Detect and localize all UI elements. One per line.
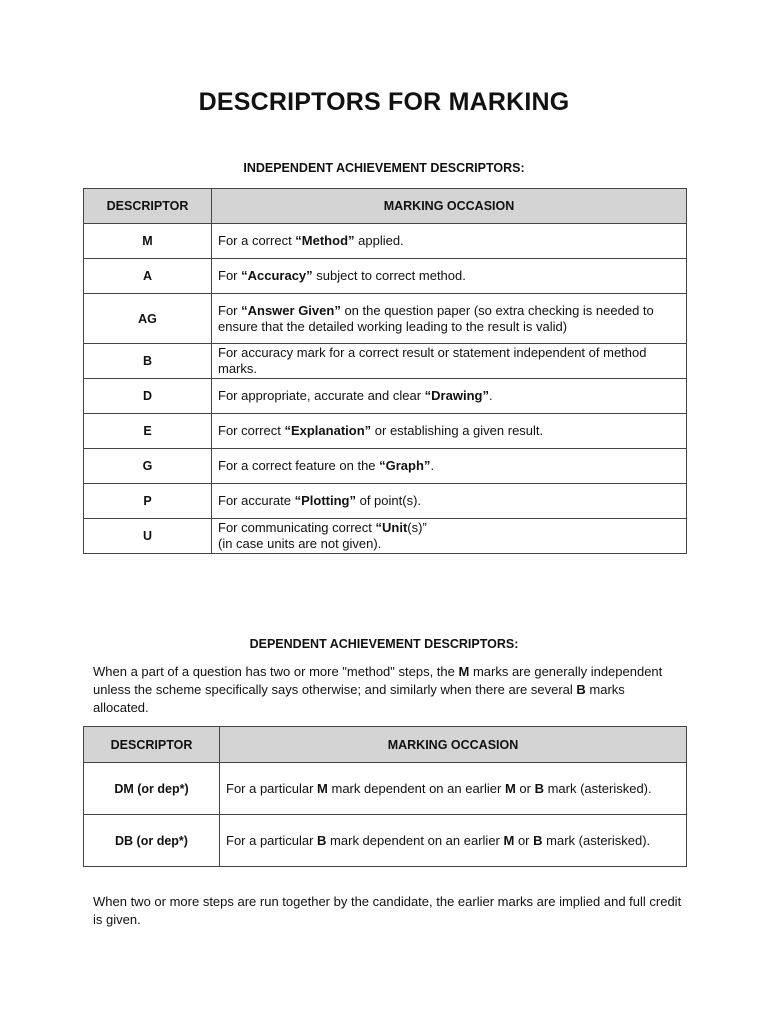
text-run: applied. [354,233,404,248]
table-header-row [84,189,687,224]
table-row [84,815,687,867]
dependent-heading: DEPENDENT ACHIEVEMENT DESCRIPTORS: [249,637,519,651]
text-run: (s)” [407,520,427,535]
text-run: marks are generally independent unless the scheme specifically says otherwise; and similarly when there are several [93,664,663,697]
dependent-descriptors-table [83,726,687,867]
bold-text: B [534,780,544,796]
bold-text: “Plotting” [294,493,356,508]
bold-text: “Answer Given” [241,302,341,318]
marking-occasion-text [212,449,687,484]
text-run: of point(s). [355,493,422,508]
bold-text: “Drawing” [424,388,489,403]
marking-occasion-text [212,379,687,414]
text-run: For correct [218,423,285,438]
text-run: on the question paper (so extra checking is needed to ensure that the detailed working leading to the result is valid) [218,302,654,334]
bold-text: “Unit [375,520,408,535]
descriptor-code: A [84,259,212,294]
text-run: For communicating correct [218,520,376,535]
column-header-descriptor: DESCRIPTOR [84,727,220,763]
marking-occasion-text [212,344,687,379]
dependent-intro-paragraph [93,663,683,717]
bold-text: M [458,664,470,679]
bold-text: “Graph” [379,458,431,473]
marking-occasion-text [220,763,687,815]
descriptor-code: M [84,224,212,259]
text-run: mark (asterisked). [542,832,651,848]
table-row [84,379,687,414]
column-header-descriptor: DESCRIPTOR [84,189,212,224]
text-run: For accurate [218,493,295,508]
text-run: . [430,458,435,473]
closing-paragraph: When two or more steps are run together by the candidate, the earlier marks are implied and full credit is given. [93,894,682,927]
text-run: For a particular [226,832,318,848]
table-row [84,259,687,294]
independent-heading: INDEPENDENT ACHIEVEMENT DESCRIPTORS: [243,161,525,175]
descriptor-code: AG [84,294,212,344]
table-row [84,344,687,379]
descriptor-code: G [84,449,212,484]
text-run: or [514,832,534,848]
descriptor-code: D [84,379,212,414]
marking-occasion-text [212,294,687,344]
descriptor-code: P [84,484,212,519]
text-run: or establishing a given result. [371,423,544,438]
descriptor-code: DB (or dep*) [84,815,220,867]
text-run: marks allocated. [93,682,625,715]
bold-text: B [576,682,586,697]
table-row [84,449,687,484]
table-row [84,414,687,449]
text-run: For a correct feature on the [218,458,380,473]
column-header-marking-occasion: MARKING OCCASION [220,727,687,763]
text-run: For a particular [226,780,318,796]
marking-occasion-text [212,519,687,554]
text-run: For a correct [218,233,296,248]
bold-text: “Accuracy” [241,268,313,283]
descriptor-code: B [84,344,212,379]
text-run: For appropriate, accurate and clear [218,388,425,403]
text-run: (in case units are not given). [218,536,382,551]
bold-text: M [503,832,515,848]
marking-occasion-text [212,224,687,259]
bold-text: M [317,780,328,796]
marking-occasion-text [220,815,687,867]
descriptor-code: DM (or dep*) [84,763,220,815]
marking-occasion-text [212,484,687,519]
text-run: For [218,268,242,283]
column-header-marking-occasion: MARKING OCCASION [212,189,687,224]
table-row [84,519,687,554]
text-run: mark (asterisked). [543,780,652,796]
text-run: subject to correct method. [312,268,466,283]
independent-descriptors-table [83,188,687,554]
bold-text: M [504,780,516,796]
table-row [84,484,687,519]
text-run: mark dependent on an earlier [327,780,505,796]
text-run: For accuracy mark for a correct result or statement independent of method marks. [218,345,647,376]
bold-text: “Explanation” [284,423,372,438]
bold-text: B [317,832,327,848]
text-run: mark dependent on an earlier [326,832,504,848]
text-run: . [488,388,493,403]
table-row [84,763,687,815]
text-run: or [515,780,535,796]
table-header-row [84,727,687,763]
bold-text: “Method” [295,233,355,248]
descriptor-code: E [84,414,212,449]
text-run: When a part of a question has two or more "method" steps, the [93,664,459,679]
page-title: DESCRIPTORS FOR MARKING [198,88,570,116]
text-run: For [218,302,242,318]
table-row [84,224,687,259]
table-row [84,294,687,344]
marking-occasion-text [212,414,687,449]
bold-text: B [533,832,543,848]
marking-occasion-text [212,259,687,294]
descriptor-code: U [84,519,212,554]
